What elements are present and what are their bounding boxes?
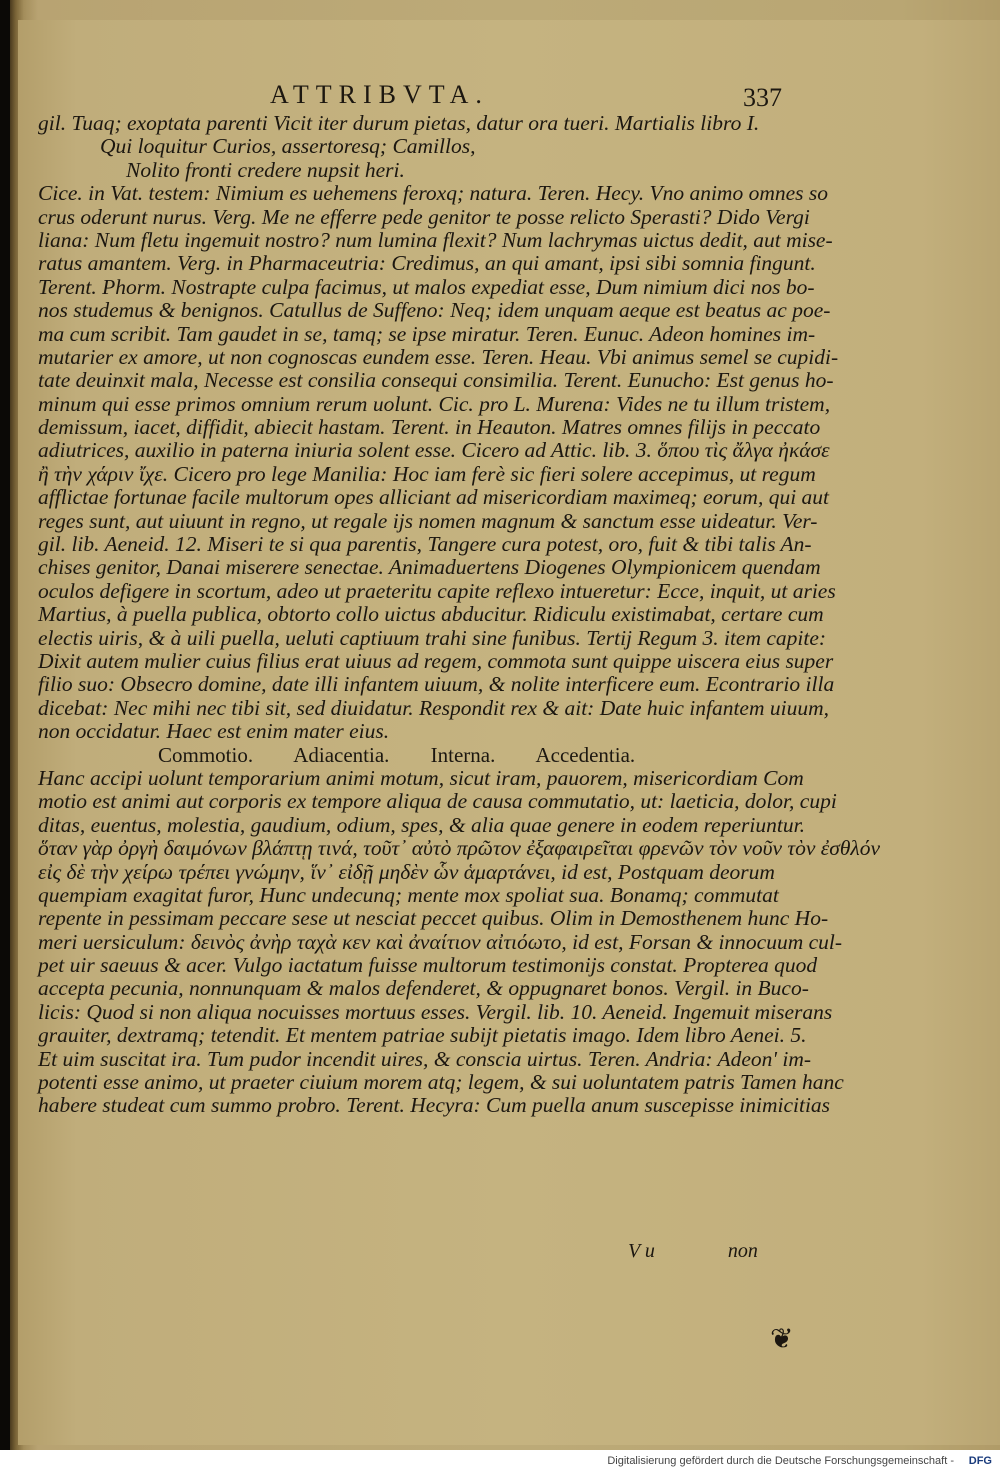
text-line: ratus amantem. Verg. in Pharmaceutria: Credimus, an qui amant, ipsi sibi somnia fingunt. [38, 251, 816, 276]
running-title: ATTRIBVTA. [270, 80, 489, 109]
dfg-logo: DFG [968, 1455, 992, 1467]
text-line: ditas, euentus, molestia, gaudium, odium, spes, & alia quae genere in eodem reperiuntur. [38, 812, 805, 837]
text-line: Qui loquitur Curios, assertoresq; Camillos, [100, 134, 476, 159]
text-line: grauiter, dextramq; tetendit. Et mentem patriae subijt pietatis imago. Idem libro Aenei. 5. [38, 1023, 807, 1048]
text-line: gil. lib. Aeneid. 12. Miseri te si qua parentis, Tangere cura potest, oro, fuit & tibi talis An- [38, 532, 812, 557]
text-line: chises genitor, Danai miserere senectae. Animaduertens Diogenes Olympionicem quendam [38, 555, 821, 580]
section-heading-item: Commotio. [158, 742, 254, 767]
text-line: electis uiris, & à uili puella, ueluti captiuum trahi sine funibus. Tertij Regum 3. item capite: [38, 625, 827, 650]
text-line: gil. Tuaq; exoptata parenti Vicit iter durum pietas, datur ora tueri. Martialis libro I. [38, 111, 760, 135]
text-line: habere studeat cum summo probro. Terent. Hecyra: Cum puella anum suscepisse inimicitias [38, 1093, 831, 1118]
text-line: Terent. Phorm. Nostrapte culpa facimus, ut malos expediat esse, Dum nimium dici nos bo- [38, 274, 815, 299]
text-line: quempiam exagitat furor, Hunc undecunq; mente mox spoliat sua. Bonamq; commutat [38, 882, 779, 907]
footer-credit: Digitalisierung gefördert durch die Deutsche Forschungsgemeinschaft - [607, 1455, 954, 1467]
footer-bar [0, 1450, 1000, 1472]
text-line: accepta pecunia, nonnunquam & malos defenderet, & oppugnaret bonos. Vergil. in Buco- [38, 976, 809, 1001]
section-heading-item: Accedentia. [535, 742, 636, 767]
body-text [38, 111, 881, 1118]
text-line: filio suo: Obsecro domine, date illi infantem uiuum, & nolite interficere eum. Econtrario illa [38, 672, 835, 697]
text-line: ma cum scribit. Tam gaudet in se, tamq; se ipse miratur. Teren. Eunuc. Adeon homines im- [38, 321, 816, 346]
signature-mark: V u [628, 1240, 655, 1262]
text-line: Nolito fronti credere nupsit heri. [126, 157, 405, 182]
text-line: adiutrices, auxilio in paterna iniuria solent esse. Cicero ad Attic. lib. 3. ὅπου τὶς ἄλγα ἠκάσε [38, 438, 830, 463]
text-line: Cice. in Vat. testem: Nimium es uehemens feroxq; natura. Teren. Hecy. Vno animo omnes so [38, 181, 828, 206]
text-line: motio est animi aut corporis ex tempore aliqua de causa commutatio, ut: laeticia, dolor, cupi [38, 789, 837, 814]
text-line: repente in pessimam peccare sese ut nesciat peccet quibus. Olim in Demosthenem hunc Ho- [38, 906, 829, 931]
text-line: licis: Quod si non aliqua nocuisses mortuus esses. Vergil. lib. 10. Aeneid. Ingemuit miserans [38, 999, 833, 1024]
book-spine [0, 0, 10, 1450]
text-block-1 [38, 111, 839, 744]
text-line: minum qui esse primos omnium rerum uolunt. Cic. pro L. Murena: Vides ne tu illum tristem, [38, 391, 831, 416]
text-line: nos studemus & benignos. Catullus de Suffeno: Neq; idem unquam aeque est beatus ac poe- [38, 298, 831, 323]
section-heading [38, 744, 770, 767]
text-line: mutarier ex amore, ut non cognoscas eundem esse. Teren. Heau. Vbi animus semel se cupidi- [38, 344, 839, 369]
page-number: 337 [743, 83, 782, 112]
text-line: liana: Num fletu ingemuit nostro? num lumina flexit? Num lachrymas uictus dedit, aut mise- [38, 227, 833, 252]
text-line: ἢ τὴν χάριν ἴχε. Cicero pro lege Manilia: Hoc iam ferè sic fieri solere accepimus, ut regum [38, 461, 816, 486]
text-line: εἰς δὲ τὴν χείρω τρέπει γνώμην, ἵν᾽ εἰδῇ μηδὲν ὧν ἁμαρτάνει, id est, Postquam deorum [38, 859, 775, 884]
ornament-mark: ❦ [770, 1322, 794, 1355]
text-line: non occidatur. Haec est enim mater eius. [38, 719, 390, 744]
text-line: potenti esse animo, ut praeter ciuium morem atq; legem, & sui uoluntatem patris Tamen hanc [38, 1070, 844, 1095]
text-line: dicebat: Nec mihi nec tibi sit, sed diuidatur. Respondit rex & ait: Date huic infantem uiuum, [38, 695, 829, 720]
catchword: non [727, 1240, 758, 1262]
section-heading-item: Adiacentia. [293, 742, 390, 767]
text-line: pet uir saeuus & acer. Vulgo iactatum fuisse multorum testimonijs constat. Propterea quod [38, 953, 818, 978]
text-line: Martius, à puella publica, obtorto collo uictus abducitur. Ridiculu existimabat, certare cum [38, 602, 824, 627]
text-line: reges sunt, aut uiuunt in regno, ut regale ijs nomen magnum & sanctum esse uideatur. Ver- [38, 508, 818, 533]
text-line: Dixit autem mulier cuius filius erat uiuus ad regem, commota sunt quippe uiscera eius super [38, 648, 834, 673]
text-block-2 [38, 765, 881, 1118]
text-line: crus oderunt nurus. Verg. Me ne efferre pede genitor te posse relicto Sperasti? Dido Vergi [38, 204, 810, 229]
catchline [628, 1240, 826, 1263]
text-line: ὅταν γὰρ ὀργὴ δαιμόνων βλάπτῃ τινά, τοῦτ᾽ αὐτὸ πρῶτον ἐξαφαιρεῖται φρενῶν τὸν νοῦν τὸν ἐσθλόν [38, 836, 881, 861]
text-line: Et uim suscitat ira. Tum pudor incendit uires, & conscia uirtus. Teren. Andria: Adeon' im- [38, 1046, 812, 1071]
text-line: Hanc accipi uolunt temporarium animi motum, sicut iram, pauorem, misericordiam Com [38, 765, 804, 790]
text-line: oculos defigere in scortum, adeo ut praeteritu capite reflexo intueretur: Ecce, inquit, ut aries [38, 578, 836, 603]
text-line: afflictae fortunae facile multorum opes alliciant ad misericordiam maximeq; eorum, qui aut [38, 485, 830, 510]
text-line: tate deuinxit mala, Necesse est consilia consequi consimilia. Terent. Eunucho: Est genus ho- [38, 368, 834, 393]
text-line: demissum, iacet, diffidit, abiecit hastam. Terent. in Heauton. Matres omnes filijs in peccato [38, 415, 821, 440]
section-heading-item: Interna. [430, 742, 496, 767]
text-line: meri uersiculum: δεινὸς ἀνὴρ ταχὰ κεν καὶ ἀναίτιον αἰτιόωτο, id est, Forsan & innocuum cul- [38, 929, 843, 954]
